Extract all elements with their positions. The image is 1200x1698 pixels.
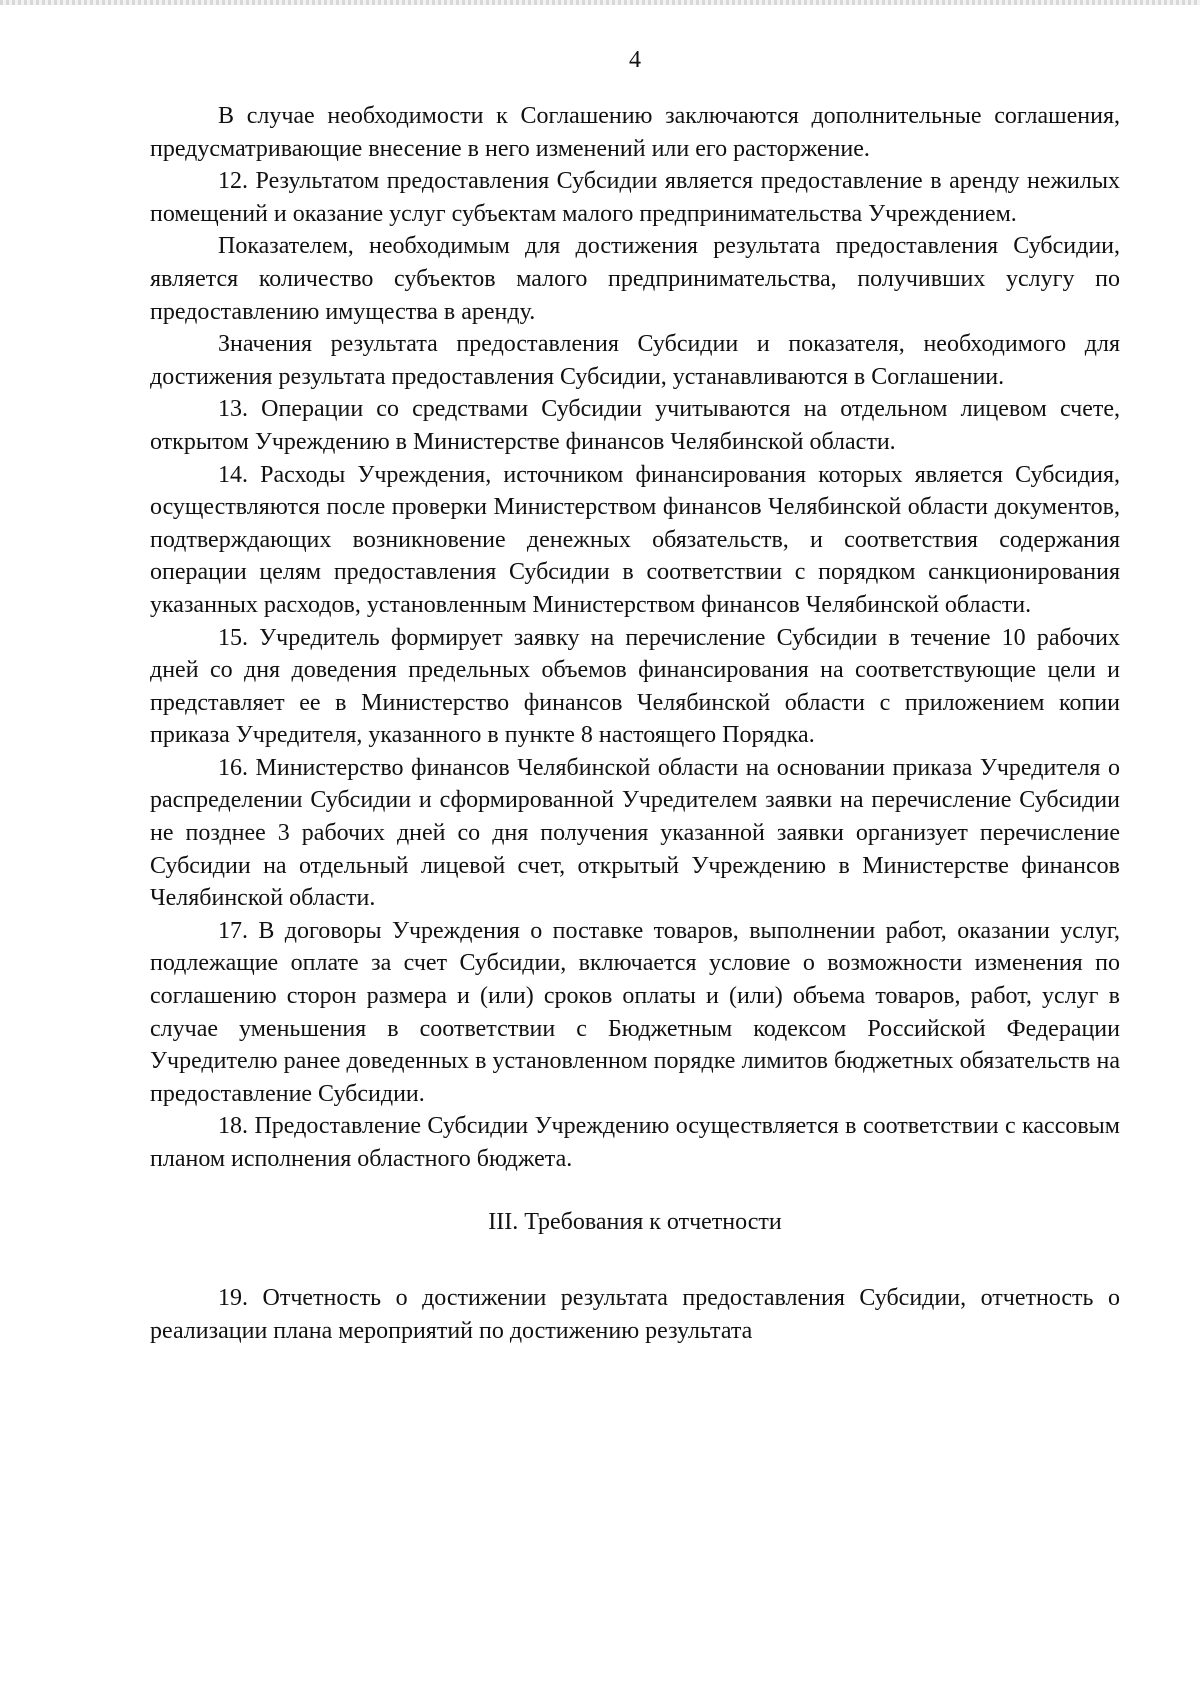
- paragraph-14: 14. Расходы Учреждения, источником финансирования которых является Субсидия, осуществляются после проверки Министерством финансов Челябинской области документов, подтверждающих возникновение денежных обязательств, и соответствия содержания операции целям предоставления Субсидии в соответствии с порядком санкционирования указанных расходов, установленным Министерством финансов Челябинской области.: [150, 461, 1120, 618]
- paragraph-12: 12. Результатом предоставления Субсидии является предоставление в аренду нежилых помещений и оказание услуг субъектам малого предпринимательства Учреждением.: [150, 168, 1120, 227]
- scan-edge: [0, 0, 1200, 5]
- paragraph-16: 16. Министерство финансов Челябинской области на основании приказа Учредителя о распределении Субсидии и сформированной Учредителем заявки на перечисление Субсидии не позднее 3 рабочих дней со дня получения указанной заявки организует перечисление Субсидии на отдельный лицевой счет, открытый Учреждению в Министерстве финансов Челябинской области.: [150, 754, 1120, 912]
- paragraph-17: 17. В договоры Учреждения о поставке товаров, выполнении работ, оказании услуг, подлежащие оплате за счет Субсидии, включается условие о возможности изменения по соглашению сторон размера и (или) сроков оплаты и (или) объема товаров, работ, услуг в случае уменьшения в соответствии с Бюджетным кодексом Российской Федерации Учредителю ранее доведенных в установленном порядке лимитов бюджетных обязательств на предоставление Субсидии.: [150, 917, 1120, 1107]
- section-heading: III. Требования к отчетности: [488, 1208, 782, 1235]
- document-page: [150, 40, 1120, 1347]
- paragraph-19: 19. Отчетность о достижении результата предоставления Субсидии, отчетность о реализации плана мероприятий по достижению результата: [150, 1285, 1120, 1344]
- page-number: 4: [629, 47, 641, 73]
- paragraph-13: 13. Операции со средствами Субсидии учитываются на отдельном лицевом счете, открытом Учреждению в Министерстве финансов Челябинской области.: [150, 396, 1120, 455]
- paragraph-additional-agreements: В случае необходимости к Соглашению заключаются дополнительные соглашения, предусматривающие внесение в него изменений или его расторжение.: [150, 103, 1120, 162]
- paragraph-values: Значения результата предоставления Субсидии и показателя, необходимого для достижения результата предоставления Субсидии, устанавливаются в Соглашении.: [150, 331, 1120, 390]
- paragraph-indicator: Показателем, необходимым для достижения результата предоставления Субсидии, является количество субъектов малого предпринимательства, получивших услугу по предоставлению имущества в аренду.: [150, 233, 1120, 325]
- paragraph-18: 18. Предоставление Субсидии Учреждению осуществляется в соответствии с кассовым планом исполнения областного бюджета.: [150, 1113, 1120, 1172]
- paragraph-15: 15. Учредитель формирует заявку на перечисление Субсидии в течение 10 рабочих дней со дня доведения предельных объемов финансирования на соответствующие цели и представляет ее в Министерство финансов Челябинской области с приложением копии приказа Учредителя, указанного в пункте 8 настоящего Порядка.: [150, 624, 1120, 749]
